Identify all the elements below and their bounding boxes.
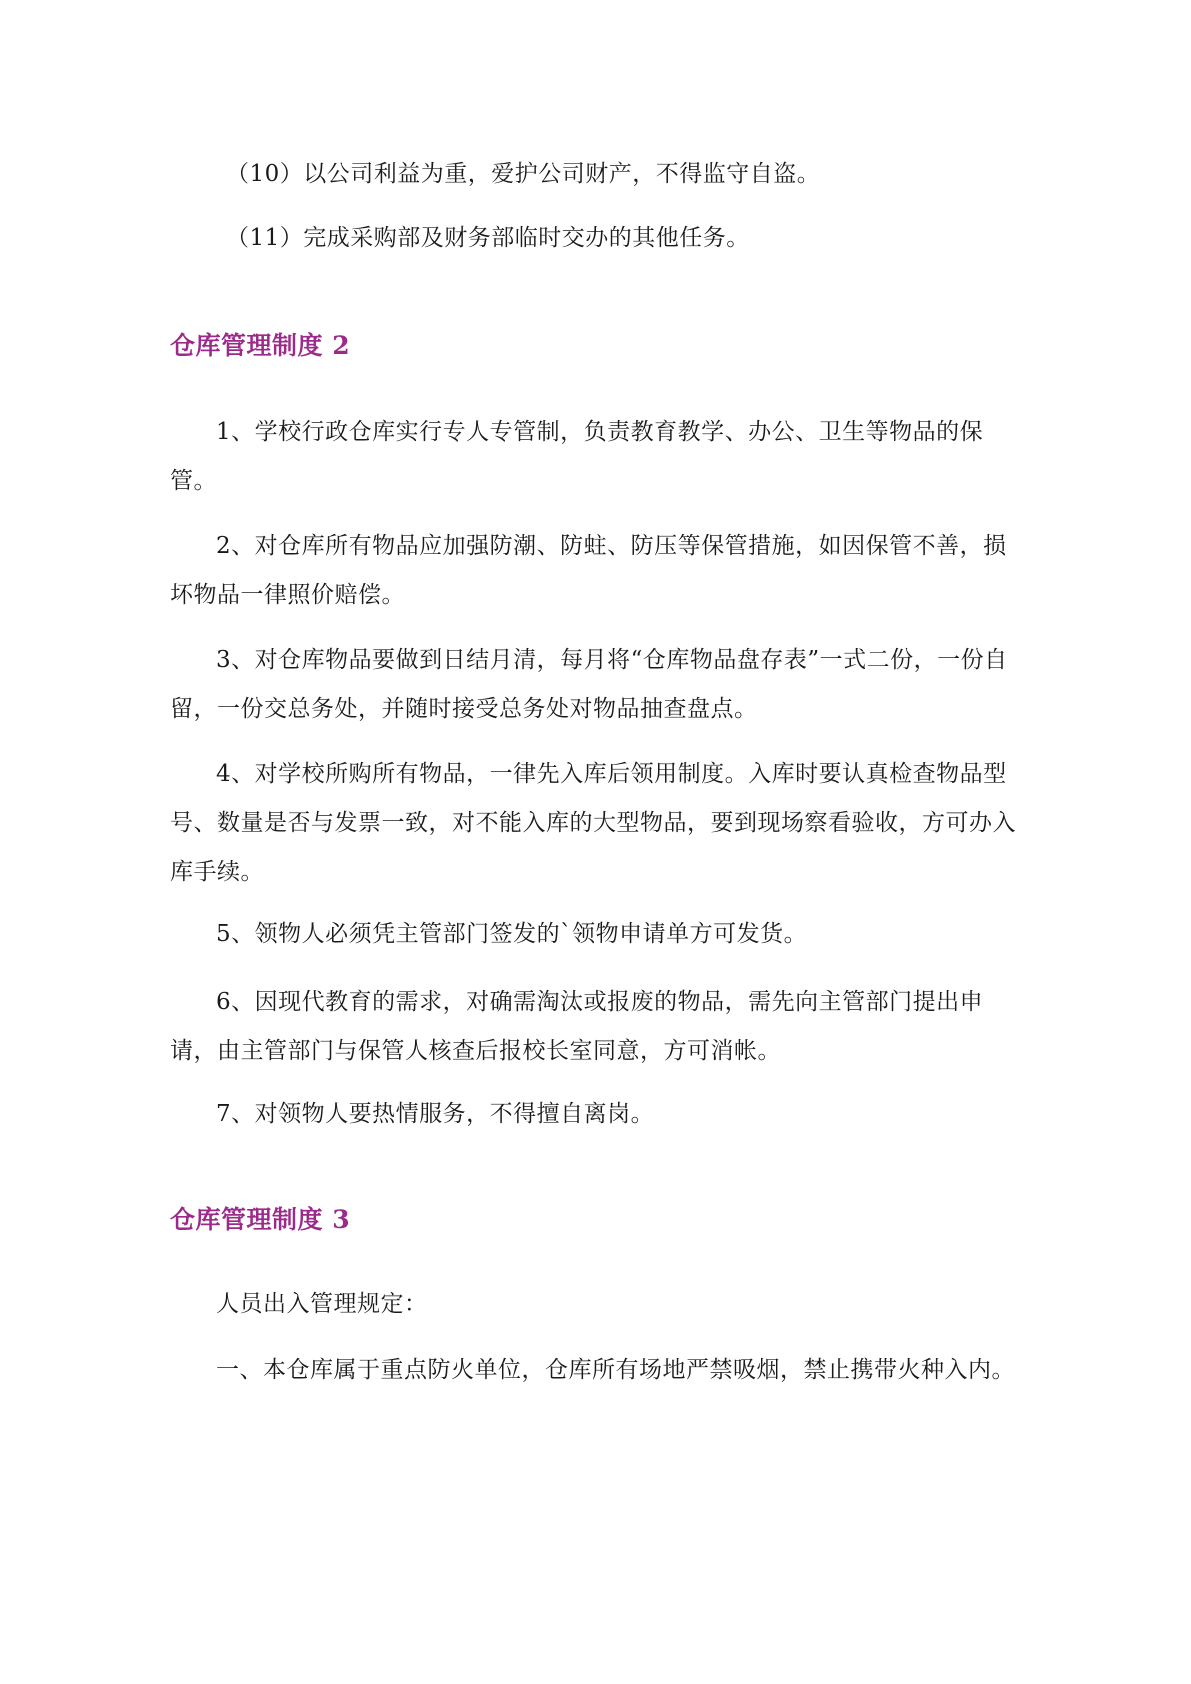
section-heading: 仓库管理制度 2 xyxy=(170,331,351,360)
section-heading: 仓库管理制度 3 xyxy=(170,1205,351,1234)
list-item: 5、领物人必须凭主管部门签发的`领物申请单方可发货。 xyxy=(216,921,808,947)
list-item: 7、对领物人要热情服务，不得擅自离岗。 xyxy=(216,1101,655,1127)
list-item: 3、对仓库物品要做到日结月清，每月将“仓库物品盘存表”一式二份，一份自留，一份交总务处，并随时接受总务处对物品抽查盘点。 xyxy=(170,647,1008,722)
list-item: （11）完成采购部及财务部临时交办的其他任务。 xyxy=(226,225,750,251)
list-item: 6、因现代教育的需求，对确需淘汰或报废的物品，需先向主管部门提出申请，由主管部门与保管人核查后报校长室同意，方可消帐。 xyxy=(170,989,984,1064)
list-item: 4、对学校所购所有物品，一律先入库后领用制度。入库时要认真检查物品型号、数量是否与发票一致，对不能入库的大型物品，要到现场察看验收，方可办入库手续。 xyxy=(170,761,1016,885)
list-item: （10）以公司利益为重，爱护公司财产，不得监守自盗。 xyxy=(226,161,821,187)
list-item: 2、对仓库所有物品应加强防潮、防蛀、防压等保管措施，如因保管不善，损坏物品一律照价赔偿。 xyxy=(170,533,1007,608)
list-item: 1、学校行政仓库实行专人专管制，负责教育教学、办公、卫生等物品的保管。 xyxy=(170,419,984,494)
list-item: 人员出入管理规定： xyxy=(216,1291,428,1317)
list-item: 一、本仓库属于重点防火单位，仓库所有场地严禁吸烟，禁止携带火种入内。 xyxy=(216,1357,1015,1383)
